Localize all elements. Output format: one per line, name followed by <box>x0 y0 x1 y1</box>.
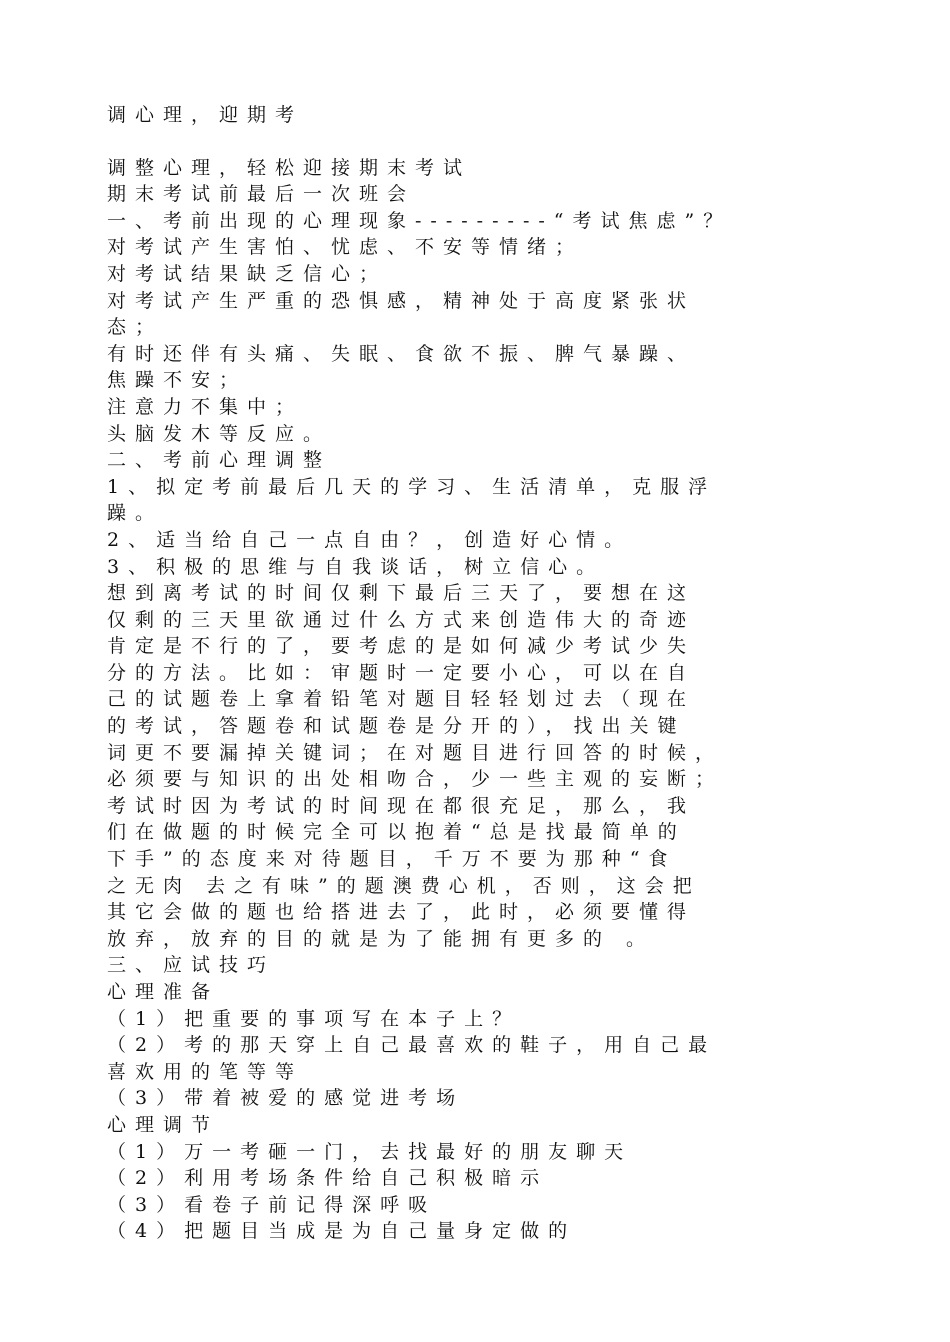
list-item: 喜欢用的笔等等 <box>107 1060 304 1083</box>
list-item: （3）带着被爱的感觉进考场 <box>107 1087 465 1110</box>
text-line: 必须要与知识的出处相吻合，少一些主观的妄断； <box>107 768 724 791</box>
section-heading-1: 一、考前出现的心理现象---------“考试焦虑”？ <box>107 209 732 232</box>
text-line: 2、适当给自己一点自由？，创造好心情。 <box>107 528 633 551</box>
text-line: 的考试，答题卷和试题卷是分开的），找出关键 <box>107 715 686 738</box>
text-line: 仅剩的三天里欲通过什么方式来创造伟大的奇迹 <box>107 608 696 631</box>
text-line: 肯定是不行的了，要考虑的是如何减少考试少失 <box>107 635 696 658</box>
subtitle-line: 调整心理，轻松迎接期末考试 <box>107 156 472 179</box>
text-line: 头脑发木等反应。 <box>107 422 332 445</box>
text-line: 之无肉 去之有味”的题澳费心机，否则，这会把 <box>107 874 701 897</box>
list-item: （2）利用考场条件给自己积极暗示 <box>107 1167 549 1190</box>
text-line: 其它会做的题也给搭进去了，此时，必须要懂得 <box>107 901 696 924</box>
list-item: （3）看卷子前记得深呼吸 <box>107 1193 437 1216</box>
section-heading-3: 三、应试技巧 <box>107 954 276 977</box>
section-heading-2: 二、考前心理调整 <box>107 449 332 472</box>
text-line: 注意力不集中； <box>107 395 304 418</box>
text-line: 对考试结果缺乏信心； <box>107 262 388 285</box>
text-line: 下手”的态度来对待题目，千万不要为那种“食 <box>107 848 677 871</box>
subheading-preparation: 心理准备 <box>107 981 220 1003</box>
list-item: （1）万一考砸一门，去找最好的朋友聊天 <box>107 1140 633 1163</box>
text-line: 3、积极的思维与自我谈话，树立信心。 <box>107 555 605 578</box>
text-line: 们在做题的时候完全可以抱着“总是找最简单的 <box>107 821 686 844</box>
list-item: （2）考的那天穿上自己最喜欢的鞋子，用自己最 <box>107 1034 717 1057</box>
text-line: 考试时因为考试的时间现在都很充足，那么，我 <box>107 794 696 817</box>
text-line: 态； <box>107 316 164 339</box>
list-item: （1）把重要的事项写在本子上？ <box>107 1007 521 1030</box>
text-line: 1、拟定考前最后几天的学习、生活清单，克服浮 <box>107 475 717 498</box>
text-line: 放弃，放弃的目的就是为了能拥有更多的 。 <box>107 927 655 950</box>
text-line: 对考试产生严重的恐惧感，精神处于高度紧张状 <box>107 289 696 312</box>
list-item: （4）把题目当成是为自己量身定做的 <box>107 1220 577 1243</box>
text-line: 有时还伴有头痛、失眠、食欲不振、脾气暴躁、 <box>107 342 696 365</box>
text-line: 分的方法。比如：审题时一定要小心，可以在自 <box>107 661 696 684</box>
text-line: 想到离考试的时间仅剩下最后三天了，要想在这 <box>107 582 696 605</box>
document-page <box>107 102 837 1245</box>
text-line: 躁。 <box>107 502 164 525</box>
text-line: 焦躁不安； <box>107 369 248 392</box>
meeting-line: 期末考试前最后一次班会 <box>107 183 416 206</box>
text-line: 己的试题卷上拿着铅笔对题目轻轻划过去（现在 <box>107 688 696 711</box>
subheading-adjustment: 心理调节 <box>107 1113 220 1136</box>
text-line: 词更不要漏掉关键词；在对题目进行回答的时候， <box>107 741 724 764</box>
text-line: 对考试产生害怕、忧虑、不安等情绪； <box>107 236 584 259</box>
document-title: 调心理，迎期考 <box>107 104 304 126</box>
